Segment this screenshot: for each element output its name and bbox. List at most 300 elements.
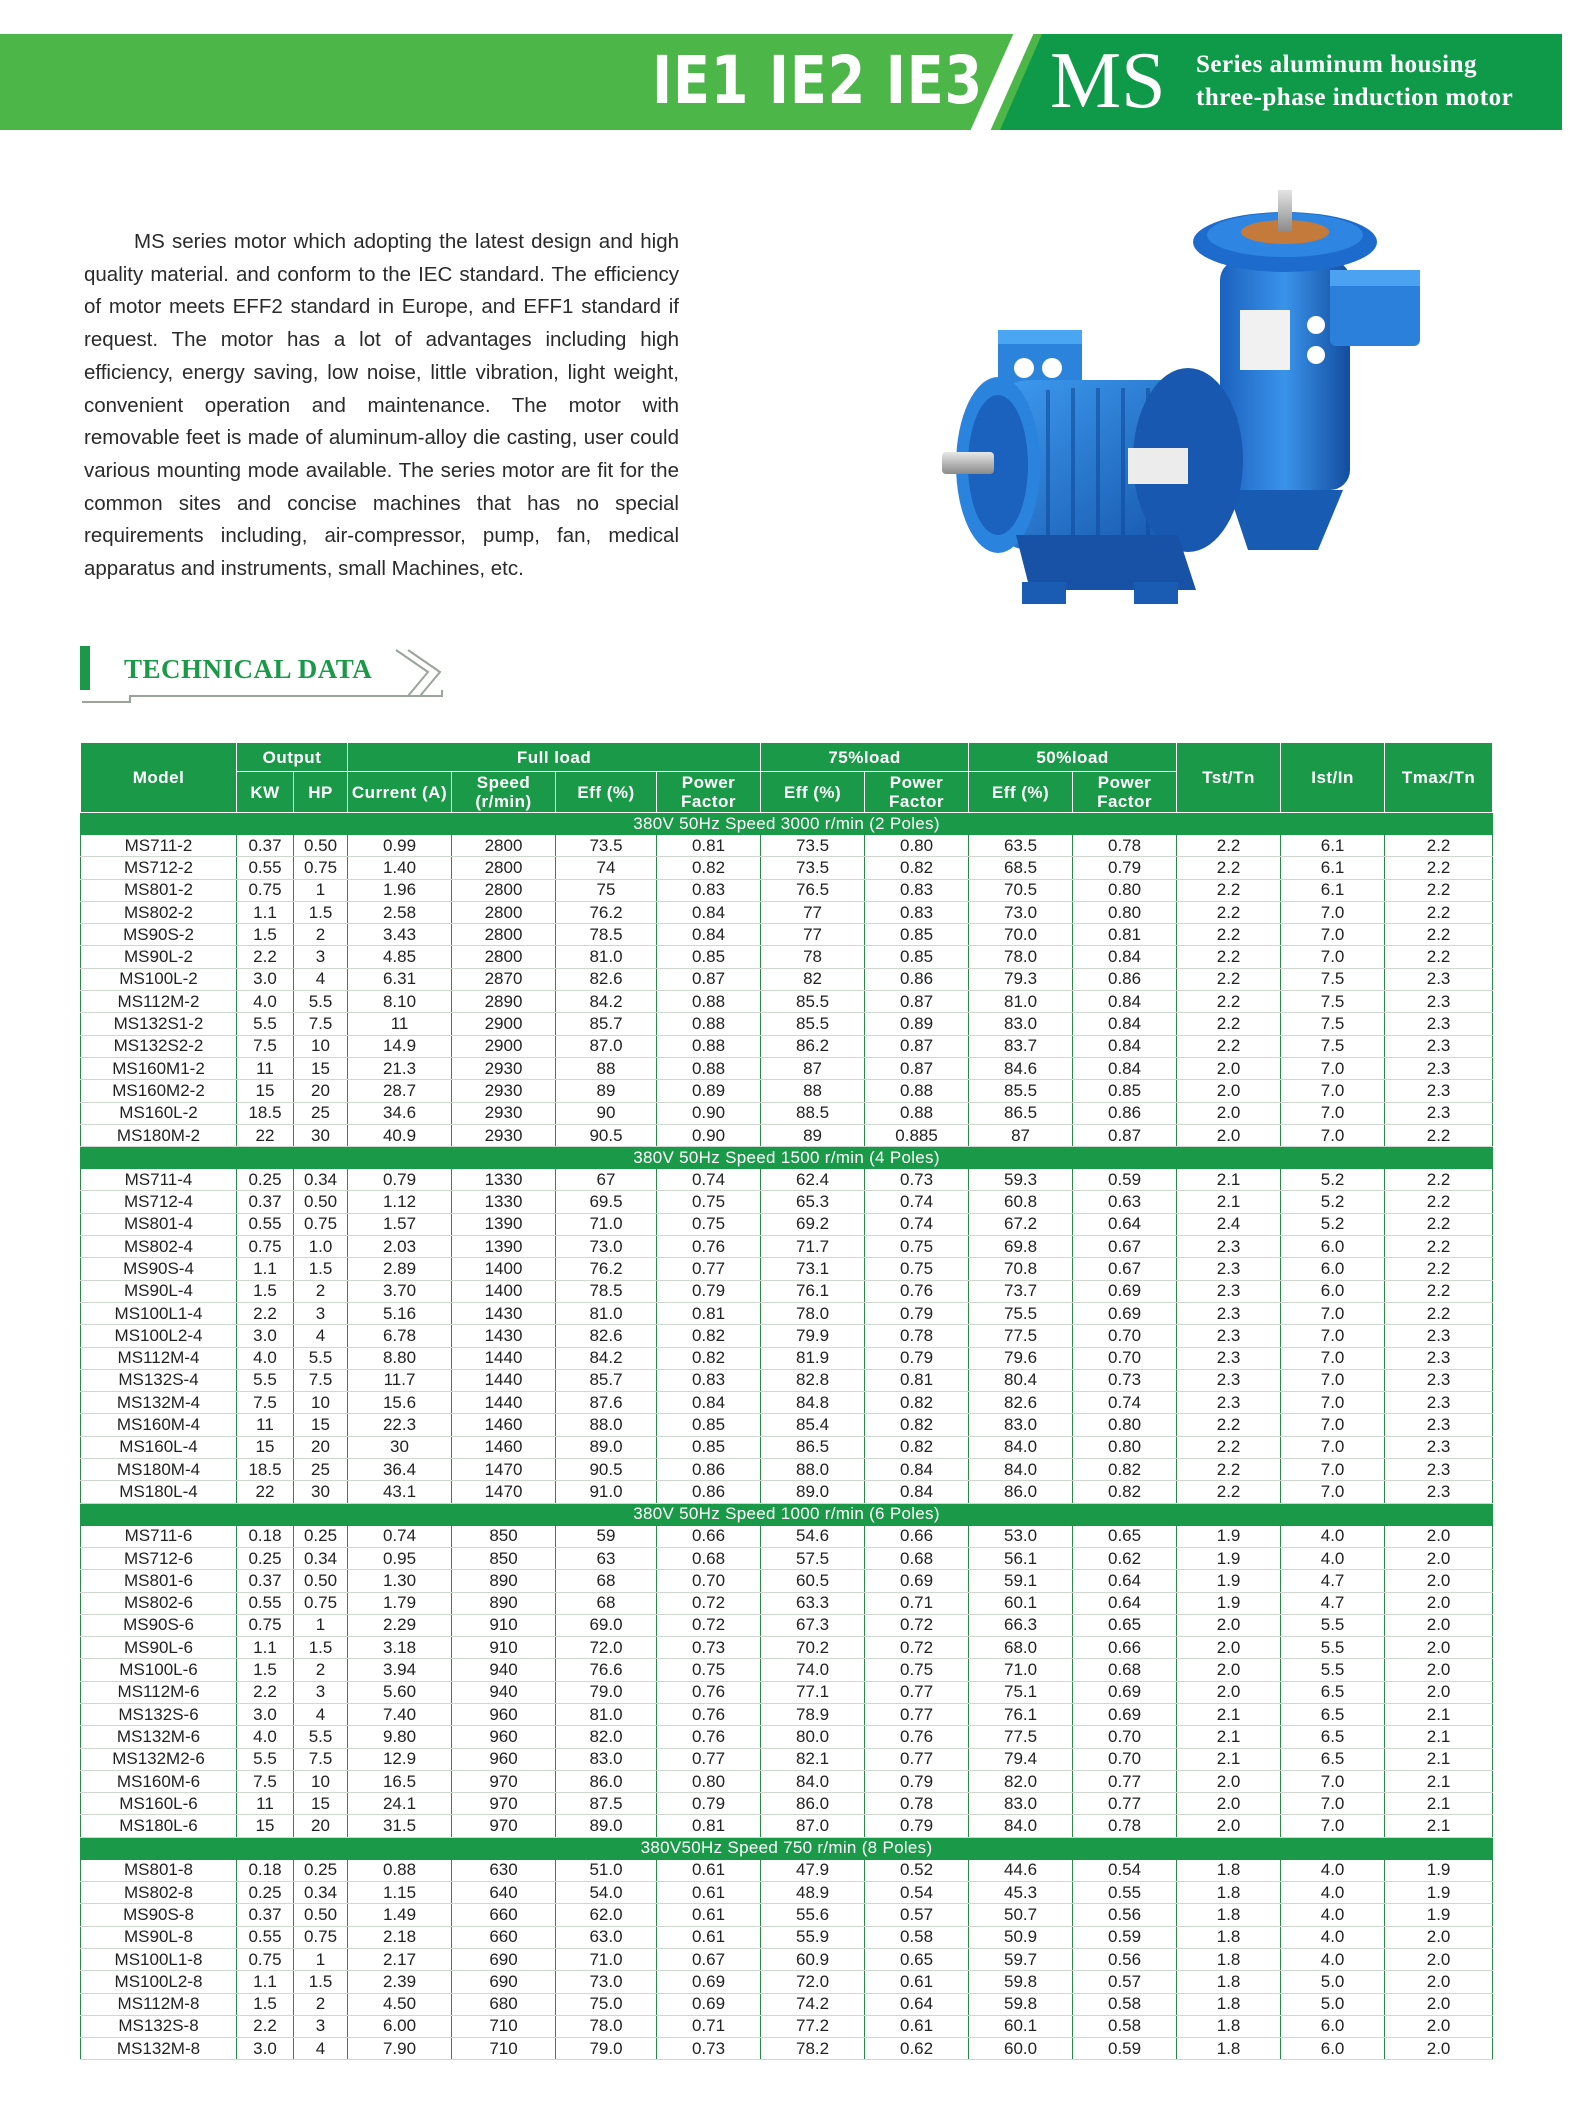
table-cell: 22 [237, 1124, 294, 1146]
model-cell: MS132S1-2 [81, 1013, 237, 1035]
model-cell: MS132S-6 [81, 1703, 237, 1725]
table-cell: 3.0 [237, 968, 294, 990]
table-cell: 2.3 [1385, 1325, 1493, 1347]
table-row [81, 1035, 1493, 1057]
table-cell: 1.5 [294, 901, 348, 923]
table-row [81, 857, 1493, 879]
table-cell: 2.3 [1385, 1392, 1493, 1414]
table-cell: 2.1 [1177, 1191, 1281, 1213]
table-cell: 6.00 [348, 2015, 452, 2037]
table-cell: 2.3 [1385, 1013, 1493, 1035]
table-row [81, 1570, 1493, 1592]
table-cell: 79.6 [969, 1347, 1073, 1369]
table-cell: 0.75 [237, 1948, 294, 1970]
table-cell: 0.73 [657, 2038, 761, 2060]
table-cell: 1.5 [237, 1659, 294, 1681]
table-cell: 2.2 [1385, 1124, 1493, 1146]
table-cell: 0.68 [1073, 1659, 1177, 1681]
table-cell: 20 [294, 1436, 348, 1458]
table-cell: 3 [294, 1681, 348, 1703]
table-cell: 2 [294, 924, 348, 946]
table-cell: 66.3 [969, 1614, 1073, 1636]
table-cell: 2.0 [1385, 1614, 1493, 1636]
table-cell: 70.8 [969, 1258, 1073, 1280]
table-cell: 54.6 [761, 1525, 865, 1547]
table-cell: 5.5 [1281, 1614, 1385, 1636]
table-cell: 0.87 [865, 1057, 969, 1079]
col-hp: HP [294, 772, 348, 813]
table-cell: 0.67 [1073, 1258, 1177, 1280]
table-row [81, 1681, 1493, 1703]
model-cell: MS711-4 [81, 1169, 237, 1191]
table-cell: 78.5 [556, 1280, 657, 1302]
table-cell: 3.0 [237, 2038, 294, 2060]
table-cell: 2 [294, 1993, 348, 2015]
table-cell: 2.0 [1385, 1926, 1493, 1948]
table-row [81, 1169, 1493, 1191]
table-cell: 0.57 [865, 1904, 969, 1926]
table-row [81, 1414, 1493, 1436]
table-row [81, 879, 1493, 901]
table-row [81, 1859, 1493, 1881]
table-cell: 690 [452, 1971, 556, 1993]
table-cell: 84.2 [556, 1347, 657, 1369]
table-cell: 1.5 [294, 1971, 348, 1993]
table-cell: 71.0 [969, 1659, 1073, 1681]
table-cell: 76.1 [969, 1703, 1073, 1725]
table-cell: 0.75 [237, 1236, 294, 1258]
table-cell: 0.25 [237, 1882, 294, 1904]
table-cell: 6.5 [1281, 1681, 1385, 1703]
motor-product-image [938, 190, 1438, 630]
table-cell: 7.0 [1281, 1770, 1385, 1792]
table-row [81, 1770, 1493, 1792]
table-cell: 18.5 [237, 1102, 294, 1124]
table-cell: 2.2 [1385, 1236, 1493, 1258]
table-cell: 1.9 [1385, 1859, 1493, 1881]
table-cell: 2.2 [1177, 1436, 1281, 1458]
table-cell: 0.62 [1073, 1547, 1177, 1569]
table-cell: 5.5 [1281, 1637, 1385, 1659]
table-cell: 6.31 [348, 968, 452, 990]
table-cell: 0.50 [294, 835, 348, 857]
table-cell: 0.90 [657, 1124, 761, 1146]
table-cell: 3 [294, 946, 348, 968]
table-cell: 54.0 [556, 1882, 657, 1904]
table-cell: 1.5 [237, 1993, 294, 2015]
col-50-load: 50%load [969, 743, 1177, 772]
table-cell: 81.9 [761, 1347, 865, 1369]
table-cell: 60.9 [761, 1948, 865, 1970]
table-cell: 960 [452, 1726, 556, 1748]
table-cell: 86.0 [761, 1793, 865, 1815]
table-cell: 0.65 [865, 1948, 969, 1970]
model-cell: MS160L-2 [81, 1102, 237, 1124]
table-cell: 0.87 [865, 991, 969, 1013]
table-row [81, 1748, 1493, 1770]
table-cell: 2.3 [1385, 1414, 1493, 1436]
table-row [81, 1793, 1493, 1815]
col-pf-75: Power Factor [865, 772, 969, 813]
table-cell: 0.59 [1073, 2038, 1177, 2060]
table-cell: 1 [294, 879, 348, 901]
table-row [81, 1124, 1493, 1146]
table-cell: 0.25 [294, 1859, 348, 1881]
table-cell: 850 [452, 1525, 556, 1547]
table-cell: 86.0 [969, 1481, 1073, 1503]
table-cell: 12.9 [348, 1748, 452, 1770]
model-cell: MS90L-6 [81, 1637, 237, 1659]
table-cell: 1460 [452, 1414, 556, 1436]
table-cell: 1.79 [348, 1592, 452, 1614]
table-body [81, 813, 1493, 2060]
table-cell: 0.37 [237, 1904, 294, 1926]
table-cell: 0.64 [1073, 1592, 1177, 1614]
table-cell: 6.0 [1281, 2038, 1385, 2060]
table-cell: 2.0 [1177, 1681, 1281, 1703]
table-cell: 5.2 [1281, 1169, 1385, 1191]
table-cell: 960 [452, 1748, 556, 1770]
table-cell: 76.1 [761, 1280, 865, 1302]
table-cell: 3 [294, 1302, 348, 1324]
table-cell: 0.73 [1073, 1369, 1177, 1391]
table-cell: 24.1 [348, 1793, 452, 1815]
table-cell: 0.95 [348, 1547, 452, 1569]
table-cell: 7.0 [1281, 1369, 1385, 1391]
table-cell: 80.4 [969, 1369, 1073, 1391]
table-cell: 0.54 [865, 1882, 969, 1904]
table-cell: 0.88 [348, 1859, 452, 1881]
table-cell: 90.5 [556, 1124, 657, 1146]
col-output: Output [237, 743, 348, 772]
table-cell: 7.5 [1281, 1035, 1385, 1057]
table-cell: 88.0 [556, 1414, 657, 1436]
table-cell: 0.75 [865, 1659, 969, 1681]
table-cell: 2.3 [1385, 991, 1493, 1013]
table-cell: 0.75 [294, 1926, 348, 1948]
table-cell: 3.94 [348, 1659, 452, 1681]
table-cell: 1.1 [237, 1258, 294, 1280]
table-cell: 0.82 [865, 1436, 969, 1458]
table-cell: 78 [761, 946, 865, 968]
table-cell: 1.8 [1177, 1859, 1281, 1881]
table-cell: 0.75 [294, 1592, 348, 1614]
table-cell: 0.69 [1073, 1703, 1177, 1725]
table-cell: 1.8 [1177, 2038, 1281, 2060]
table-cell: 0.37 [237, 835, 294, 857]
table-cell: 2.3 [1385, 1481, 1493, 1503]
model-cell: MS180L-6 [81, 1815, 237, 1837]
table-cell: 0.25 [237, 1547, 294, 1569]
table-row [81, 2015, 1493, 2037]
table-row [81, 1547, 1493, 1569]
table-cell: 2.3 [1385, 1436, 1493, 1458]
table-cell: 2.2 [237, 1302, 294, 1324]
table-cell: 2900 [452, 1013, 556, 1035]
table-cell: 1.12 [348, 1191, 452, 1213]
intro-paragraph: MS series motor which adopting the latest design and high quality material. and conform to the IEC standard. The efficiency of motor meets EFF2 standard in Europe, and EFF1 standard if request. The motor has a lot of advantages including high efficiency, energy saving, low noise, little vibration, light weight, convenient operation and maintenance. The motor with removable feet is made of aluminum-alloy die casting, user could various mounting mode available. The series motor are fit for the common sites and concise machines that has no special requirements including, air-compressor, pump, fan, medical apparatus and instruments, small Machines, etc. [84, 230, 679, 581]
table-cell: 0.90 [657, 1102, 761, 1124]
table-cell: 3.0 [237, 1703, 294, 1725]
table-cell: 4.0 [1281, 1859, 1385, 1881]
table-cell: 7.0 [1281, 1057, 1385, 1079]
table-cell: 1.5 [294, 1637, 348, 1659]
table-cell: 25 [294, 1102, 348, 1124]
table-cell: 83.0 [969, 1414, 1073, 1436]
table-cell: 0.85 [865, 946, 969, 968]
table-cell: 0.79 [865, 1347, 969, 1369]
table-row [81, 1347, 1493, 1369]
table-cell: 11 [237, 1793, 294, 1815]
table-cell: 0.69 [657, 1971, 761, 1993]
table-row [81, 1614, 1493, 1636]
table-cell: 72.0 [761, 1971, 865, 1993]
table-cell: 2.2 [237, 1681, 294, 1703]
model-cell: MS100L2-4 [81, 1325, 237, 1347]
table-cell: 86.5 [761, 1436, 865, 1458]
table-cell: 76.5 [761, 879, 865, 901]
table-cell: 2.3 [1177, 1258, 1281, 1280]
model-cell: MS100L2-8 [81, 1971, 237, 1993]
table-cell: 2.3 [1177, 1236, 1281, 1258]
table-cell: 0.84 [657, 1392, 761, 1414]
table-cell: 59.8 [969, 1993, 1073, 2015]
table-cell: 89.0 [556, 1436, 657, 1458]
table-cell: 1.1 [237, 1971, 294, 1993]
model-cell: MS711-2 [81, 835, 237, 857]
table-cell: 0.73 [865, 1169, 969, 1191]
table-cell: 44.6 [969, 1859, 1073, 1881]
table-cell: 0.79 [657, 1280, 761, 1302]
table-cell: 2.0 [1385, 1547, 1493, 1569]
table-cell: 60.1 [969, 2015, 1073, 2037]
table-row [81, 1659, 1493, 1681]
table-cell: 83.0 [969, 1013, 1073, 1035]
table-cell: 0.84 [865, 1459, 969, 1481]
table-cell: 3 [294, 2015, 348, 2037]
table-cell: 0.58 [865, 1926, 969, 1948]
table-cell: 4.0 [1281, 1882, 1385, 1904]
table-cell: 2.2 [1385, 1302, 1493, 1324]
model-cell: MS90L-4 [81, 1280, 237, 1302]
table-cell: 89.0 [556, 1815, 657, 1837]
table-cell: 2.1 [1385, 1748, 1493, 1770]
table-cell: 1.5 [294, 1258, 348, 1280]
table-cell: 55.6 [761, 1904, 865, 1926]
table-cell: 7.5 [237, 1770, 294, 1792]
table-cell: 1400 [452, 1280, 556, 1302]
table-cell: 0.55 [1073, 1882, 1177, 1904]
table-cell: 0.82 [657, 857, 761, 879]
table-cell: 0.69 [865, 1570, 969, 1592]
table-cell: 1.8 [1177, 1926, 1281, 1948]
table-cell: 0.67 [657, 1948, 761, 1970]
table-cell: 7.0 [1281, 1302, 1385, 1324]
table-cell: 1.40 [348, 857, 452, 879]
table-cell: 2.3 [1385, 1347, 1493, 1369]
table-cell: 53.0 [969, 1525, 1073, 1547]
table-cell: 2.1 [1385, 1770, 1493, 1792]
table-cell: 2.2 [1385, 1280, 1493, 1302]
table-cell: 78.0 [556, 2015, 657, 2037]
model-cell: MS90S-6 [81, 1614, 237, 1636]
table-row [81, 1325, 1493, 1347]
table-cell: 69.0 [556, 1614, 657, 1636]
table-cell: 51.0 [556, 1859, 657, 1881]
table-cell: 0.69 [1073, 1681, 1177, 1703]
table-row [81, 1459, 1493, 1481]
table-cell: 1440 [452, 1392, 556, 1414]
table-cell: 0.63 [1073, 1191, 1177, 1213]
table-cell: 0.55 [237, 1926, 294, 1948]
table-cell: 6.0 [1281, 1236, 1385, 1258]
table-cell: 0.25 [294, 1525, 348, 1547]
table-cell: 65.3 [761, 1191, 865, 1213]
table-cell: 0.885 [865, 1124, 969, 1146]
model-cell: MS180M-4 [81, 1459, 237, 1481]
table-cell: 0.80 [1073, 879, 1177, 901]
table-cell: 79.0 [556, 1681, 657, 1703]
model-cell: MS160M1-2 [81, 1057, 237, 1079]
table-cell: 63.5 [969, 835, 1073, 857]
table-cell: 73.0 [556, 1971, 657, 1993]
table-row [81, 835, 1493, 857]
table-cell: 0.85 [657, 1436, 761, 1458]
table-cell: 4.50 [348, 1993, 452, 2015]
table-cell: 59.8 [969, 1971, 1073, 1993]
table-cell: 2900 [452, 1035, 556, 1057]
table-cell: 0.55 [237, 857, 294, 879]
table-cell: 86.0 [556, 1770, 657, 1792]
table-cell: 6.0 [1281, 1258, 1385, 1280]
table-cell: 0.18 [237, 1859, 294, 1881]
table-cell: 79.9 [761, 1325, 865, 1347]
table-cell: 47.9 [761, 1859, 865, 1881]
table-cell: 63.3 [761, 1592, 865, 1614]
table-cell: 4.0 [1281, 1547, 1385, 1569]
table-row [81, 1993, 1493, 2015]
table-cell: 0.80 [1073, 1436, 1177, 1458]
table-cell: 15.6 [348, 1392, 452, 1414]
table-cell: 0.64 [1073, 1213, 1177, 1235]
table-cell: 74 [556, 857, 657, 879]
speed-group-title: 380V 50Hz Speed 1000 r/min (6 Poles) [81, 1503, 1493, 1525]
table-cell: 0.72 [657, 1592, 761, 1614]
table-cell: 2.0 [1177, 1614, 1281, 1636]
table-cell: 0.70 [657, 1570, 761, 1592]
table-cell: 0.79 [865, 1770, 969, 1792]
table-cell: 2.4 [1177, 1213, 1281, 1235]
table-cell: 0.84 [1073, 1035, 1177, 1057]
table-cell: 0.61 [657, 1859, 761, 1881]
table-row [81, 1258, 1493, 1280]
table-cell: 10 [294, 1770, 348, 1792]
speed-group-title: 380V 50Hz Speed 3000 r/min (2 Poles) [81, 813, 1493, 835]
table-cell: 2.0 [1177, 1793, 1281, 1815]
table-cell: 0.78 [1073, 835, 1177, 857]
table-cell: 0.74 [1073, 1392, 1177, 1414]
table-cell: 82.6 [556, 1325, 657, 1347]
table-cell: 0.50 [294, 1904, 348, 1926]
table-cell: 0.82 [657, 1325, 761, 1347]
table-cell: 85.4 [761, 1414, 865, 1436]
table-cell: 6.0 [1281, 2015, 1385, 2037]
table-cell: 0.34 [294, 1882, 348, 1904]
table-cell: 0.77 [657, 1748, 761, 1770]
table-cell: 0.61 [865, 2015, 969, 2037]
table-cell: 890 [452, 1570, 556, 1592]
subtitle-line-2: three-phase induction motor [1196, 84, 1514, 111]
table-cell: 2.0 [1177, 1815, 1281, 1837]
table-row [81, 1726, 1493, 1748]
table-cell: 89 [556, 1080, 657, 1102]
table-cell: 0.85 [657, 946, 761, 968]
table-cell: 0.82 [1073, 1481, 1177, 1503]
table-cell: 81.0 [969, 991, 1073, 1013]
table-cell: 60.1 [969, 1592, 1073, 1614]
table-cell: 0.88 [657, 1013, 761, 1035]
table-cell: 87.6 [556, 1392, 657, 1414]
table-cell: 6.1 [1281, 857, 1385, 879]
table-cell: 0.77 [865, 1703, 969, 1725]
table-cell: 7.5 [1281, 968, 1385, 990]
table-cell: 0.88 [865, 1080, 969, 1102]
table-cell: 0.86 [657, 1459, 761, 1481]
table-cell: 88 [556, 1057, 657, 1079]
table-cell: 89.0 [761, 1481, 865, 1503]
table-cell: 2890 [452, 991, 556, 1013]
table-cell: 7.0 [1281, 1815, 1385, 1837]
table-cell: 2 [294, 1659, 348, 1681]
table-row [81, 1525, 1493, 1547]
table-cell: 59.7 [969, 1948, 1073, 1970]
table-cell: 74.0 [761, 1659, 865, 1681]
col-pf-full: Power Factor [657, 772, 761, 813]
table-cell: 0.67 [1073, 1236, 1177, 1258]
table-cell: 0.68 [865, 1547, 969, 1569]
table-cell: 0.77 [865, 1748, 969, 1770]
table-cell: 90 [556, 1102, 657, 1124]
table-cell: 4.0 [1281, 1904, 1385, 1926]
table-cell: 0.71 [657, 2015, 761, 2037]
speed-group-header [81, 1147, 1493, 1169]
table-cell: 1460 [452, 1436, 556, 1458]
table-cell: 2930 [452, 1080, 556, 1102]
table-cell: 84.0 [969, 1436, 1073, 1458]
table-cell: 2.1 [1177, 1703, 1281, 1725]
table-cell: 1430 [452, 1302, 556, 1324]
table-cell: 0.77 [1073, 1793, 1177, 1815]
table-cell: 0.85 [1073, 1080, 1177, 1102]
table-cell: 7.0 [1281, 1124, 1385, 1146]
table-cell: 2.0 [1177, 1124, 1281, 1146]
table-cell: 55.9 [761, 1926, 865, 1948]
table-row [81, 2038, 1493, 2060]
model-cell: MS712-6 [81, 1547, 237, 1569]
table-cell: 1390 [452, 1213, 556, 1235]
table-cell: 890 [452, 1592, 556, 1614]
table-cell: 0.76 [657, 1236, 761, 1258]
table-cell: 2800 [452, 924, 556, 946]
table-row [81, 946, 1493, 968]
technical-data-heading [80, 646, 450, 716]
table-cell: 680 [452, 1993, 556, 2015]
table-cell: 0.72 [865, 1637, 969, 1659]
table-cell: 16.5 [348, 1770, 452, 1792]
table-cell: 77.5 [969, 1325, 1073, 1347]
table-cell: 2.3 [1177, 1280, 1281, 1302]
table-cell: 970 [452, 1793, 556, 1815]
